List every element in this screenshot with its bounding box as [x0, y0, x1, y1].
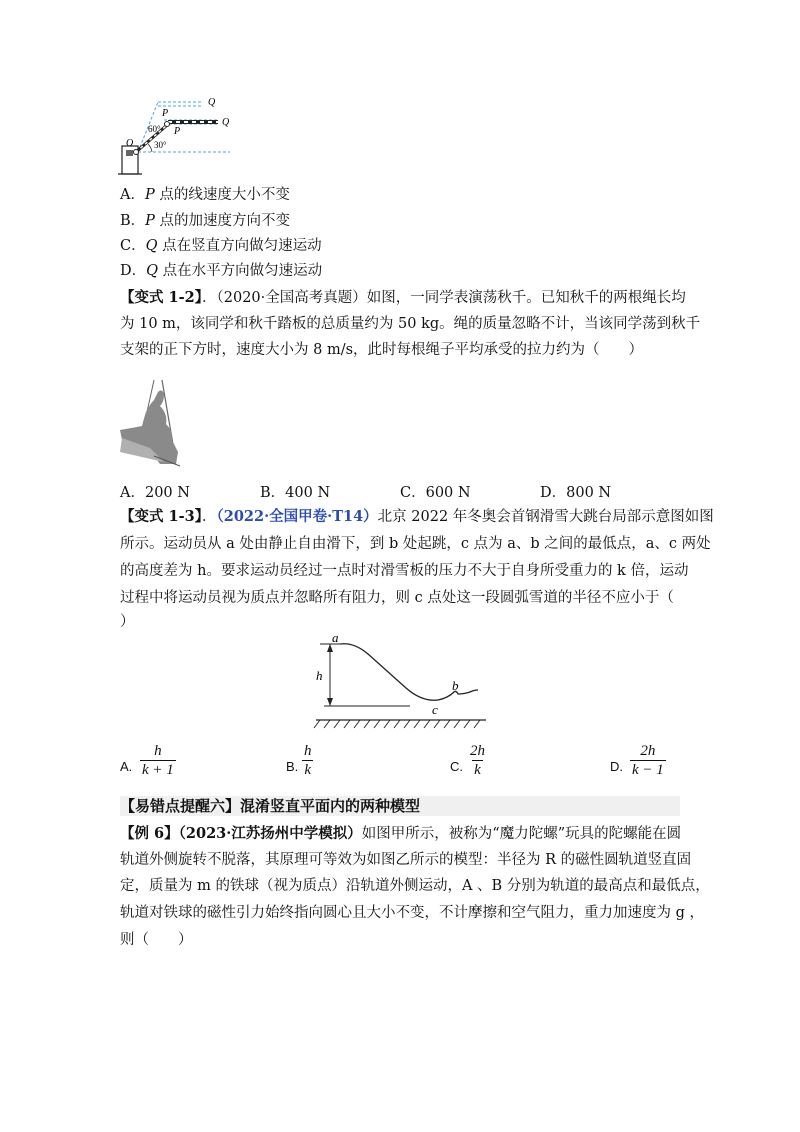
ski-label-h: h — [316, 668, 323, 683]
fig1-label-p-top: P — [162, 108, 169, 119]
q3-option-b-label: B. — [286, 759, 299, 774]
q3-option-c-num: 2h — [470, 743, 485, 759]
q3-option-a-fraction — [140, 742, 176, 779]
q2-line-3: 支架的正下方时，速度大小为 8 m/s，此时每根绳子平均承受的拉力约为（ ） — [120, 342, 644, 358]
q1-option-d-var: Q — [146, 263, 159, 279]
fig1-label-p: P — [174, 126, 181, 137]
q3-option-b-num: h — [304, 743, 312, 759]
ski-jump-figure — [310, 632, 490, 732]
q2-option-b: B．400 N — [260, 485, 331, 501]
fig1-label-60: 60° — [148, 124, 161, 134]
q3-option-d-label: D. — [610, 759, 623, 774]
q3-text-1: 北京 2022 年冬奥会首钢滑雪大跳台局部示意图如图 — [377, 509, 714, 525]
ex6-source: （2023·江苏扬州中学模拟） — [178, 825, 362, 842]
ex6-text-1: 如图甲所示，被称为“魔力陀螺”玩具的陀螺能在圆 — [361, 826, 682, 842]
ex6-line-2: 轨道外侧旋转不脱落，其原理可等效为如图乙所示的模型：半径为 R 的磁性圆轨道竖直固 — [120, 852, 692, 868]
ex6-line-5: 则（ ） — [120, 932, 193, 948]
q1-option-b-text: 点的加速度方向不变 — [159, 213, 291, 229]
fig1-label-q: Q — [222, 117, 230, 128]
q2-source: ．（2020·全国高考真题） — [202, 290, 367, 306]
q2-option-d: D．800 N — [540, 485, 612, 501]
rod-rotation-figure — [118, 92, 238, 176]
q1-option-c-var: Q — [145, 238, 158, 254]
q3-option-a-num: h — [154, 743, 162, 759]
q3-dot: ． — [202, 509, 217, 525]
swing-figure — [120, 378, 196, 472]
q3-option-a-label: A. — [120, 759, 133, 774]
q3-option-d-num: 2h — [640, 743, 656, 759]
fig1-label-q-top: Q — [208, 97, 216, 108]
q3-tag: 【变式 1-3】 — [120, 508, 202, 525]
q3-option-c-fraction — [468, 742, 487, 779]
section-heading: 【易错点提醒六】混淆竖直平面内的两种模型 — [120, 796, 680, 816]
q3-line-4: 过程中将运动员视为质点并忽略所有阻力，则 c 点处这一段圆弧雪道的半径不应小于（ — [120, 590, 674, 606]
q1-option-a-text: 点的线速度大小不变 — [159, 187, 290, 203]
q1-option-c-text: 点在竖直方向做匀速运动 — [162, 238, 322, 254]
q3-option-b-fraction — [302, 742, 314, 779]
q1-option-b — [120, 211, 290, 231]
q3-line-3: 的高度差为 h。要求运动员经过一点时对滑雪板的压力不大于自身所受重力的 k 倍，运动 — [120, 563, 689, 579]
q2-text-1: 如图，一同学表演荡秋千。已知秋千的两根绳长均 — [366, 290, 686, 306]
q1-option-d — [120, 261, 322, 281]
q1-option-a — [120, 185, 290, 205]
q1-option-a-letter: A． — [120, 187, 145, 203]
q2-line-2: 为 10 m，该同学和秋千踏板的总质量约为 50 kg。绳的质量忽略不计，当该同学荡到秋千 — [120, 316, 701, 332]
q3-option-d-fraction — [630, 742, 666, 779]
q3-option-d-den: k − 1 — [632, 762, 664, 778]
q3-line-5: ） — [120, 614, 135, 630]
q2-tag: 【变式 1-2】 — [120, 289, 202, 306]
q3-option-a-den: k + 1 — [142, 762, 174, 778]
q3-option-b-den: k — [304, 762, 312, 778]
fig1-label-30: 30° — [154, 140, 167, 150]
q2-option-c: C．600 N — [400, 485, 471, 501]
ex6-tag: 【例 6】 — [120, 825, 179, 842]
q1-option-b-var: P — [145, 213, 155, 229]
ski-label-b: b — [452, 678, 459, 693]
q2-option-a: A．200 N — [120, 485, 190, 501]
q1-option-b-letter: B． — [120, 213, 146, 229]
q1-option-d-text: 点在水平方向做匀速运动 — [162, 263, 323, 279]
q3-option-c-den: k — [474, 762, 481, 778]
q3-option-c-label: C. — [450, 759, 463, 774]
ex6-line-4: 轨道对铁球的磁性引力始终指向圆心且大小不变，不计摩擦和空气阻力，重力加速度为 g ， — [120, 905, 704, 921]
q1-option-a-var: P — [144, 187, 155, 203]
q2-line-1 — [120, 288, 686, 308]
q2-options — [0, 481, 800, 501]
ski-label-a: a — [332, 632, 339, 645]
q3-line-2: 所示。运动员从 a 处由静止自由滑下，到 b 处起跳，c 点为 a、b 之间的最低点，a、c 两处 — [120, 536, 711, 552]
q3-line-1 — [120, 507, 714, 527]
q1-option-c — [120, 236, 322, 256]
q1-option-d-letter: D． — [120, 263, 147, 279]
q3-source: （2022·全国甲卷·T14） — [216, 508, 378, 525]
ex6-line-1 — [120, 824, 681, 844]
fig1-label-o: O — [126, 138, 134, 149]
q1-option-c-letter: C． — [120, 238, 146, 254]
ski-label-c: c — [432, 702, 438, 717]
ex6-line-3: 定，质量为 m 的铁球（视为质点）沿轨道外侧运动，A 、B 分别为轨道的最高点和最低点， — [120, 878, 710, 894]
